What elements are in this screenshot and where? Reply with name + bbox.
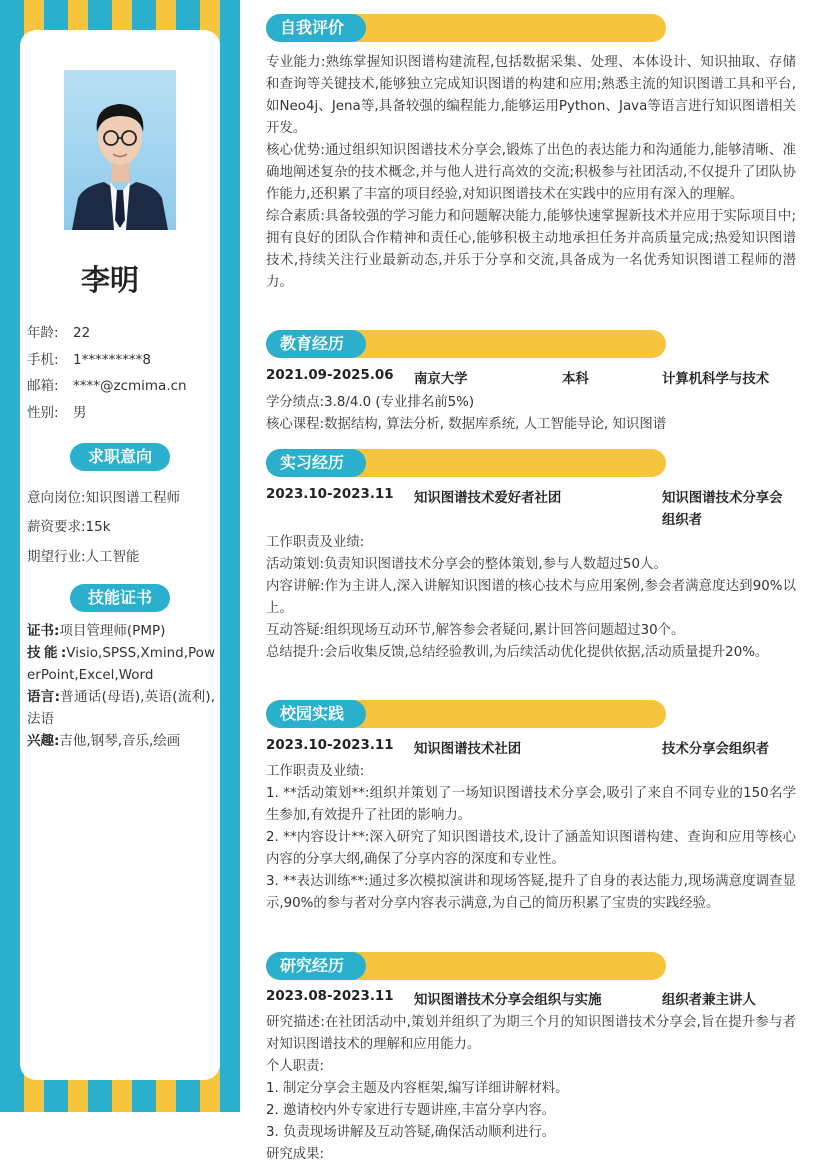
campus-header	[266, 700, 666, 728]
gender-label: 性别:	[27, 405, 59, 421]
phone-row	[27, 348, 151, 368]
lang-line	[27, 686, 215, 730]
age-label: 年龄:	[27, 325, 59, 341]
self-eval-text	[266, 52, 796, 294]
internship-item: 内容讲解:作为主讲人,深入讲解知识图谱的核心技术与应用案例,参会者满意度达到90%以上。	[266, 579, 796, 616]
hobby-label: 兴趣:	[27, 733, 60, 749]
internship-details	[266, 532, 796, 664]
skill-line	[27, 642, 215, 686]
intent-position: 意向岗位:知识图谱工程师	[27, 490, 181, 506]
email-label: 邮箱:	[27, 378, 59, 394]
candidate-name: 李明	[80, 263, 139, 297]
internship-role-line2: 组织者	[662, 513, 703, 528]
internship-org: 知识图谱技术爱好者社团	[414, 491, 562, 506]
research-date: 2023.08-2023.11	[266, 989, 394, 1004]
internship-item: 总结提升:会后收集反馈,总结经验教训,为后续活动优化提供依据,活动质量提升20%。	[266, 645, 769, 660]
age-value: 22	[73, 325, 91, 341]
cert-label: 证书:	[27, 623, 60, 639]
education-major: 计算机科学与技术	[662, 372, 770, 387]
education-header	[266, 330, 666, 358]
internship-item: 活动策划:负责知识图谱技术分享会的整体策划,参与人数超过50人。	[266, 557, 667, 572]
internship-role-line1: 知识图谱技术分享会	[662, 491, 783, 506]
research-header	[266, 952, 666, 980]
internship-item: 互动答疑:组织现场互动环节,解答参会者疑问,累计回答问题超过30个。	[266, 623, 685, 638]
education-degree: 本科	[562, 372, 589, 387]
skill-value: Visio,SPSS,Xmind,PowerPoint,Excel,Word	[27, 645, 215, 683]
self-eval-header	[266, 14, 666, 42]
lang-label: 语言:	[27, 689, 60, 705]
skills-heading: 技能证书	[70, 584, 170, 612]
internship-header	[266, 449, 666, 477]
phone-value: 1*********8	[73, 352, 151, 368]
hobby-line	[27, 730, 215, 752]
research-title: 研究经历	[266, 952, 366, 980]
research-item: 3. 负责现场讲解及互动答疑,确保活动顺利进行。	[266, 1125, 556, 1140]
education-courses: 核心课程:数据结构, 算法分析, 数据库系统, 人工智能导论, 知识图谱	[266, 417, 667, 432]
intent-salary: 薪资要求:15k	[27, 519, 111, 535]
self-eval-p1: 专业能力:熟练掌握知识图谱构建流程,包括数据采集、处理、本体设计、知识抽取、存储和查询等关键技术,能够独立完成知识图谱的构建和应用;熟悉主流的知识图谱工具和平台,如Neo4j、Jena等,具备较强的编程能力,能够运用Python、Java等语言进行知识图谱相关开发。	[266, 55, 796, 136]
skills-block	[27, 620, 215, 752]
gender-row	[27, 401, 87, 421]
campus-details	[266, 761, 796, 915]
self-eval-p2: 核心优势:通过组织知识图谱技术分享会,锻炼了出色的表达能力和沟通能力,能够清晰、准确地阐述复杂的技术概念,并与他人进行高效的交流;积极参与社团活动,不仅提升了团队协作能力,还积累了丰富的项目经验,对知识图谱技术在实践中的应用有深入的理解。	[266, 143, 796, 202]
research-role: 组织者兼主讲人	[662, 993, 756, 1008]
research-desc: 研究描述:在社团活动中,策划并组织了为期三个月的知识图谱技术分享会,旨在提升参与者对知识图谱技术的理解和应用能力。	[266, 1015, 796, 1052]
gender-value: 男	[73, 405, 87, 421]
age-row	[27, 321, 90, 341]
education-school: 南京大学	[414, 372, 468, 387]
campus-role: 技术分享会组织者	[662, 742, 770, 757]
cert-value: 项目管理师(PMP)	[59, 623, 166, 639]
education-gpa: 学分绩点:3.8/4.0 (专业排名前5%)	[266, 395, 475, 410]
skill-label: 技能:	[27, 645, 67, 661]
hobby-value: 吉他,钢琴,音乐,绘画	[59, 733, 181, 749]
education-title: 教育经历	[266, 330, 366, 358]
intent-industry: 期望行业:人工智能	[27, 549, 140, 565]
email-value: ****@zcmima.cn	[73, 378, 187, 394]
internship-date: 2023.10-2023.11	[266, 487, 394, 502]
research-item: 1. 制定分享会主题及内容框架,编写详细讲解材料。	[266, 1081, 569, 1096]
research-results-label: 研究成果:	[266, 1147, 325, 1160]
email-row	[27, 374, 187, 394]
phone-label: 手机:	[27, 352, 59, 368]
campus-item: 1. **活动策划**:组织并策划了一场知识图谱技术分享会,吸引了来自不同专业的150名学生参加,有效提升了社团的影响力。	[266, 786, 796, 823]
campus-item: 2. **内容设计**:深入研究了知识图谱技术,设计了涵盖知识图谱构建、查询和应用等核心内容的分享大纲,确保了分享内容的深度和专业性。	[266, 830, 796, 867]
job-intent-heading: 求职意向	[70, 443, 170, 471]
campus-duties-label: 工作职责及业绩:	[266, 764, 365, 779]
research-duties-label: 个人职责:	[266, 1059, 325, 1074]
self-eval-title: 自我评价	[266, 14, 366, 42]
campus-org: 知识图谱技术社团	[414, 742, 522, 757]
research-details	[266, 1012, 796, 1160]
internship-duties-label: 工作职责及业绩:	[266, 535, 365, 550]
internship-title: 实习经历	[266, 449, 366, 477]
profile-photo	[64, 70, 176, 230]
cert-line	[27, 620, 215, 642]
lang-value: 普通话(母语),英语(流利),法语	[27, 689, 215, 727]
campus-title: 校园实践	[266, 700, 366, 728]
campus-date: 2023.10-2023.11	[266, 738, 394, 753]
research-project: 知识图谱技术分享会组织与实施	[414, 993, 602, 1008]
education-date: 2021.09-2025.06	[266, 368, 394, 383]
campus-item: 3. **表达训练**:通过多次模拟演讲和现场答疑,提升了自身的表达能力,现场满意度调查显示,90%的参与者对分享内容表示满意,为自己的简历积累了宝贵的实践经验。	[266, 874, 796, 911]
self-eval-p3: 综合素质:具备较强的学习能力和问题解决能力,能够快速掌握新技术并应用于实际项目中;拥有良好的团队合作精神和责任心,能够积极主动地承担任务并高质量完成;热爱知识图谱技术,持续关注行业最新动态,并乐于分享和交流,具备成为一名优秀知识图谱工程师的潜力。	[266, 209, 796, 290]
research-item: 2. 邀请校内外专家进行专题讲座,丰富分享内容。	[266, 1103, 556, 1118]
